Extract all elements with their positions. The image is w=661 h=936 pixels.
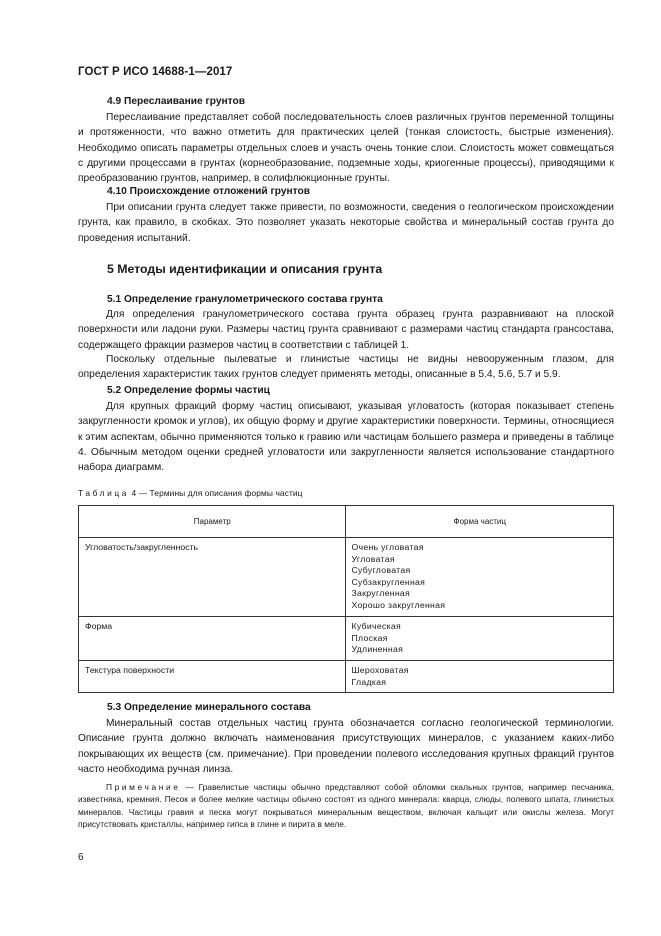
term: Угловатая [351,553,395,564]
table-4 [78,505,614,693]
note-paragraph [78,781,614,831]
section-5-2-heading: 5.2 Определение формы частиц [107,385,270,396]
term: Удлиненная [351,644,404,655]
section-4-10-paragraph: При описании грунта следует также привести, по возможности, сведения о геологическом происхождении грунта, как правило, в скобках. Это позволяет указать некоторые свойства и минеральный состав грунта до проведения испытаний. [78,202,614,244]
table-cell-parameter: Форма [79,617,346,661]
term: Субзакругленная [351,576,426,587]
term: Хорошо закругленная [351,599,446,610]
section-5-1-heading: 5.1 Определение гранулометрического состава грунта [107,294,383,305]
table-cell-parameter: Текстура поверхности [79,661,346,693]
section-5-1-paragraph-2: Поскольку отдельные пылеватые и глинистые частицы не видны невооруженным глазом, для определения характеристик таких грунтов следует применять методы, описанные в 5.4, 5.6, 5.7 и 5.9. [78,354,614,381]
section-4-10-heading: 4.10 Происхождение отложений грунтов [107,186,310,197]
note-text: — Гравелистые частицы обычно представляют собой обломки скальных грунтов, например песчаника, известняка, кремния. Песок и более мелкие частицы обычно состоят из одного минерала: кварца, слюды, полевого шпата, глинистых минералов. Частицы гравия и песка могут покрываться минеральным веществом, включая кальцит или окислы железа. Могут присутствовать кристаллы, например гипса в глине и пирита в меле. [78,782,614,830]
table-cell-parameter: Угловатость/закругленность [79,538,346,617]
table-cell-terms [346,617,614,661]
term: Очень угловатая [351,542,424,552]
table-caption-label: Таблица [78,488,130,498]
section-5-heading: 5 Методы идентификации и описания грунта [107,262,383,276]
note-label: Примечание [106,782,181,792]
table-caption-text: 4 — Термины для описания формы частиц [129,488,303,498]
table-header-row [79,506,614,538]
table-4-caption [78,488,303,498]
table-row [79,538,614,617]
section-5-3-paragraph: Минеральный состав отдельных частиц грунта обозначается согласно геологической терминологии. Описание грунта должно включать наименования присутствующих минералов, с указанием каких-либо покрывающих их веществ (см. примечание). При проведении полевого исследования крупных фракций грунтов часто необходима ручная линза. [78,718,614,775]
section-4-9-paragraph: Переслаивание представляет собой последовательность слоев различных грунтов переменной толщины и протяженности, что важно отметить для практических целей (тонкая слоистость, быстрые изменения). Необходимо описать параметры отдельных слоев и участь очень тонкие слои. Слоистость может совмещаться с другими процессами в грунтах (корнеобразование, подземные ходы, криогенные процессы), приводящими к преобразованию грунтов, например, в солифлюкционные грунты. [78,112,614,185]
table-cell-terms [346,538,614,617]
term: Кубическая [351,621,402,631]
table-row [79,617,614,661]
page-number: 6 [78,852,84,863]
term: Шероховатая [351,665,409,675]
table-row [79,661,614,693]
term: Субугловатая [351,565,411,576]
document-header: ГОСТ Р ИСО 14688-1—2017 [78,66,233,78]
section-5-3-heading: 5.3 Определение минерального состава [107,702,311,713]
term: Закругленная [351,588,411,599]
table-header-parameter: Параметр [79,506,346,538]
term: Гладкая [351,676,387,687]
section-5-1-paragraph-1: Для определения гранулометрического состава грунта образец грунта разравнивают на плоской поверхности или ладони руки. Размеры частиц грунта сравнивают с размерами частиц стандарта грансостава, содержащего фракции размеров частиц в соответствии с таблицей 1. [78,309,614,351]
table-header-shape: Форма частиц [346,506,614,538]
section-4-9-heading: 4.9 Переслаивание грунтов [107,96,245,107]
term: Плоская [351,632,388,643]
table-cell-terms [346,661,614,693]
section-5-2-paragraph: Для крупных фракций форму частиц описывают, указывая угловатость (которая показывает степень закругленности кромок и углов), их общую форму и другие характеристики поверхности. Термины, относящиеся к этим аспектам, обычно применяются только к гравию или частицам большего размера и приведены в таблице 4. Обычным методом оценки средней угловатости или закругленности является использование стандартного набора диаграмм. [78,401,614,474]
